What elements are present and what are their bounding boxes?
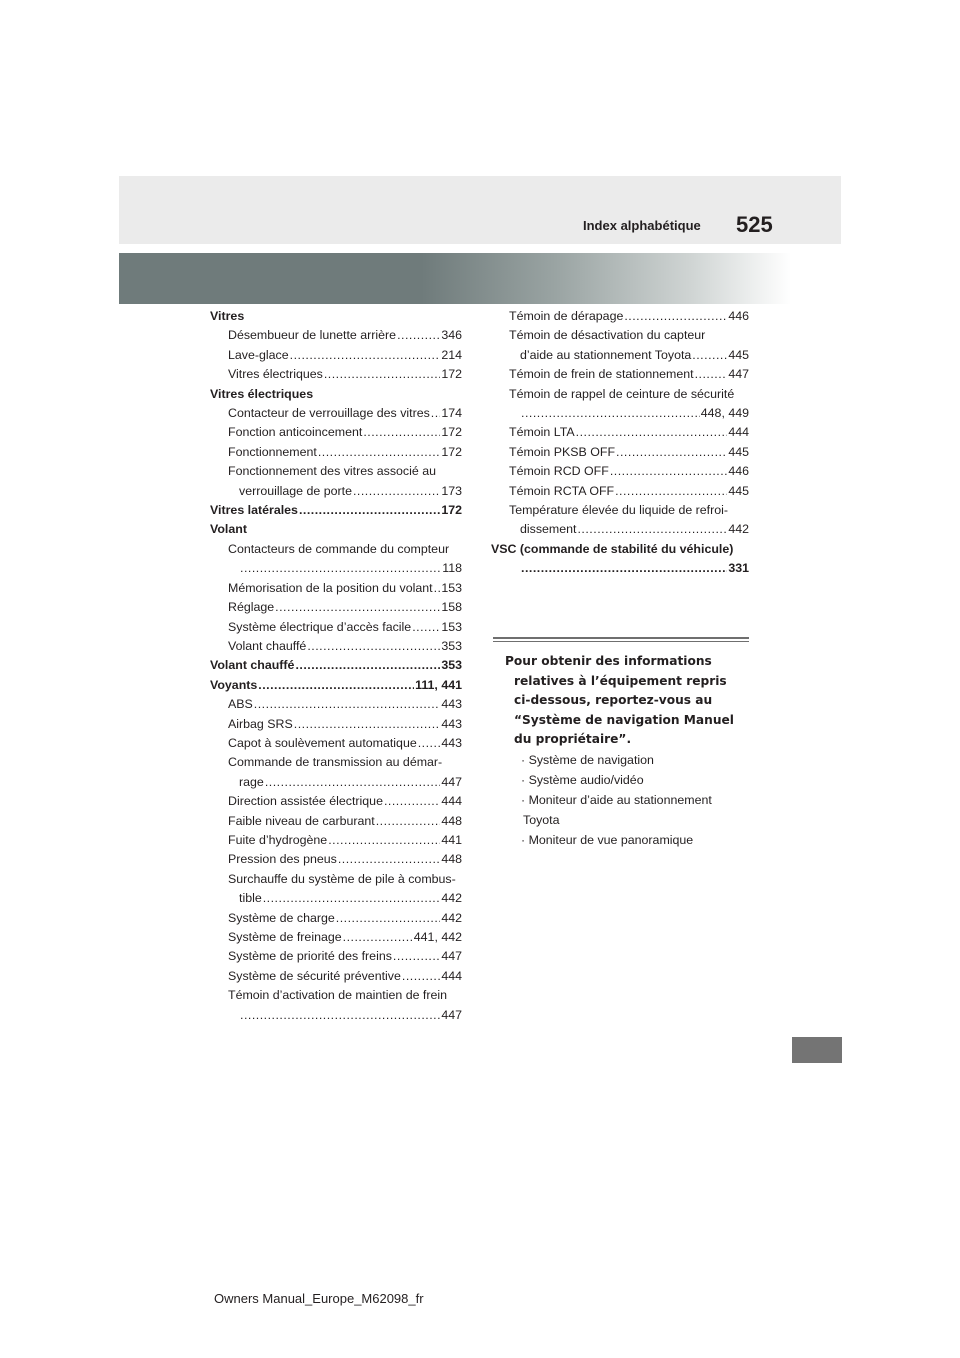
dot-leader	[324, 365, 441, 384]
page-reference: 173	[441, 483, 462, 498]
index-entry	[491, 307, 749, 326]
index-entry	[210, 676, 462, 695]
dot-leader	[299, 501, 440, 520]
dot-leader	[353, 482, 440, 501]
entry-label: Lave-glace	[228, 347, 289, 362]
entry-label: Système de freinage	[228, 930, 342, 944]
footer-text: Owners Manual_Europe_M62098_fr	[214, 1291, 424, 1306]
index-entry	[210, 967, 462, 986]
entry-label: Témoin de frein de stationnement	[509, 367, 694, 382]
index-entry	[210, 889, 462, 908]
page-reference: 158	[441, 600, 462, 615]
note-divider	[493, 637, 749, 639]
entry-label: Vitres électriques	[228, 367, 323, 382]
page-reference: 346	[441, 328, 462, 343]
entry-label: Témoin de dérapage	[509, 309, 624, 323]
note-heading	[505, 652, 750, 750]
index-column-right	[491, 307, 749, 579]
entry-label: Contacteur de verrouillage des vitres	[228, 406, 430, 421]
entry-label: Vitres latérales	[210, 503, 298, 518]
dot-leader	[240, 1006, 440, 1025]
index-entry	[210, 443, 462, 462]
page-reference: 446	[728, 309, 749, 323]
entry-label: Désembueur de lunette arrière	[228, 328, 397, 343]
index-entry	[491, 559, 749, 578]
note-box	[505, 652, 750, 850]
entry-label: Volant chauffé	[210, 658, 295, 673]
note-list-item	[505, 770, 750, 790]
index-entry: Témoin d’activation de maintien de frein	[228, 988, 448, 1003]
index-entry: Commande de transmission au démar-	[228, 755, 443, 770]
index-entry: Température élevée du liquide de refroi-	[509, 503, 729, 518]
page-reference: 172	[441, 444, 462, 459]
page-reference: 444	[441, 968, 462, 983]
entry-label: ABS	[228, 697, 253, 712]
index-entry	[210, 928, 462, 947]
page-reference: 118	[442, 561, 462, 576]
page-reference: 446	[728, 464, 749, 479]
page-reference: 353	[441, 658, 462, 673]
dot-leader	[576, 423, 728, 442]
dot-leader	[521, 559, 727, 578]
index-entry: Contacteurs de commande du compteur	[228, 541, 450, 556]
section-title: Index alphabétique	[583, 218, 701, 233]
dot-leader	[263, 889, 441, 908]
entry-label: verrouillage de porte	[239, 483, 352, 498]
index-entry	[210, 598, 462, 617]
note-list-item	[505, 830, 750, 850]
index-entry	[210, 559, 462, 578]
index-entry	[210, 792, 462, 811]
entry-label: Témoin RCD OFF	[509, 464, 609, 479]
entry-label: Direction assistée électrique	[228, 794, 383, 809]
page-reference: 447	[441, 774, 462, 789]
dot-leader	[343, 928, 413, 947]
dot-leader	[397, 326, 440, 345]
dot-leader	[624, 307, 727, 326]
page-reference: 442	[441, 910, 462, 925]
entry-label: Témoin LTA	[509, 425, 575, 440]
note-list	[505, 750, 750, 850]
index-entry	[210, 618, 462, 637]
page-reference: 448, 449	[700, 406, 749, 421]
dot-leader	[695, 365, 728, 384]
note-heading-line: relatives à l’équipement repris	[514, 673, 727, 688]
page-reference: 172	[441, 425, 462, 440]
index-entry: Volant	[210, 522, 247, 537]
dot-leader	[294, 715, 441, 734]
index-entry	[491, 365, 749, 384]
index-entry	[210, 579, 462, 598]
entry-label: Fuite d’hydrogène	[228, 832, 328, 847]
entry-label: Système de priorité des freins	[228, 949, 392, 964]
dot-leader	[393, 947, 440, 966]
page-reference: 448	[441, 852, 462, 867]
index-entry: Témoin de désactivation du capteur	[509, 328, 706, 343]
entry-label: Réglage	[228, 600, 275, 615]
dot-leader	[336, 909, 441, 928]
index-entry	[210, 404, 462, 423]
dot-leader	[265, 773, 441, 792]
entry-label: tible	[239, 891, 262, 906]
dot-leader	[328, 831, 440, 850]
dot-leader	[615, 482, 727, 501]
dot-leader	[412, 618, 440, 637]
page-reference: 445	[728, 347, 749, 362]
index-entry	[210, 831, 462, 850]
page-reference: 172	[441, 367, 462, 382]
index-entry	[210, 812, 462, 831]
index-entry	[210, 947, 462, 966]
dot-leader	[307, 637, 440, 656]
index-entry	[210, 501, 462, 520]
index-entry: VSC (commande de stabilité du véhicule)	[491, 541, 734, 556]
page-reference: 111, 441	[415, 677, 462, 692]
index-entry	[210, 715, 462, 734]
page-reference: 174	[441, 406, 462, 421]
entry-label: Système de sécurité préventive	[228, 968, 401, 983]
note-item-line: Toyota	[523, 812, 560, 827]
entry-label: Volant chauffé	[228, 638, 307, 653]
dot-leader	[290, 346, 441, 365]
page-reference: 441, 442	[413, 930, 462, 944]
dot-leader	[240, 559, 441, 578]
index-entry	[491, 482, 749, 501]
page-reference: 153	[441, 619, 462, 634]
dot-leader	[431, 404, 441, 423]
note-divider	[493, 641, 749, 642]
page-reference: 443	[441, 716, 462, 731]
index-entry	[210, 656, 462, 675]
dot-leader	[521, 404, 700, 423]
note-heading-line: “Système de navigation Manuel	[514, 712, 734, 727]
page-reference: 447	[441, 1007, 462, 1022]
dot-leader	[295, 656, 440, 675]
dot-leader	[434, 579, 441, 598]
note-item-line: · Moniteur d’aide au stationnement	[521, 792, 712, 807]
dot-leader	[376, 812, 441, 831]
index-column-left	[210, 307, 462, 1025]
dot-leader	[402, 967, 440, 986]
note-item-line: · Système de navigation	[521, 752, 654, 767]
dot-leader	[363, 423, 440, 442]
entry-label: Mémorisation de la position du volant	[228, 580, 433, 595]
index-entry: Surchauffe du système de pile à combus-	[228, 871, 456, 886]
dot-leader	[275, 598, 440, 617]
note-heading-line: du propriétaire”.	[514, 732, 632, 747]
entry-label: rage	[239, 774, 264, 789]
index-entry: Fonctionnement des vitres associé au	[228, 464, 436, 479]
entry-label: Témoin PKSB OFF	[509, 444, 616, 459]
entry-label: Fonctionnement	[228, 444, 317, 459]
index-entry	[210, 423, 462, 442]
entry-label: Capot à soulèvement automatique	[228, 735, 417, 750]
page-number: 525	[736, 212, 773, 237]
dot-leader	[616, 443, 727, 462]
note-list-item	[505, 790, 750, 830]
page-reference: 443	[441, 697, 462, 712]
entry-label: Airbag SRS	[228, 716, 293, 731]
index-entry	[210, 346, 462, 365]
index-entry	[210, 773, 462, 792]
dot-leader	[338, 850, 440, 869]
index-entry	[210, 695, 462, 714]
index-entry: Témoin de rappel de ceinture de sécurité	[509, 386, 735, 401]
index-entry	[491, 404, 749, 423]
header-band	[119, 176, 841, 244]
gradient-band	[119, 253, 791, 304]
page-reference: 448	[441, 813, 462, 828]
entry-label: Voyants	[210, 677, 258, 692]
index-entry	[491, 520, 749, 539]
note-item-line: · Moniteur de vue panoramique	[521, 832, 694, 847]
entry-label: Système de charge	[228, 910, 335, 925]
entry-label: Fonction anticoincement	[228, 425, 363, 440]
page-reference: 447	[728, 367, 749, 382]
note-heading-line: ci-dessous, reportez-vous au	[514, 693, 713, 708]
index-entry	[210, 482, 462, 501]
index-entry: Vitres	[210, 309, 245, 323]
page-reference: 153	[441, 580, 462, 595]
page-reference: 445	[728, 483, 749, 498]
index-entry	[210, 850, 462, 869]
page-reference: 447	[441, 949, 462, 964]
entry-label: Système électrique d’accès facile	[228, 619, 412, 634]
page-reference: 331	[728, 561, 749, 576]
index-entry	[210, 734, 462, 753]
note-list-item	[505, 750, 750, 770]
entry-label: dissement	[520, 522, 577, 537]
dot-leader	[384, 792, 440, 811]
page-reference: 442	[441, 891, 462, 906]
index-entry	[210, 326, 462, 345]
dot-leader	[418, 734, 441, 753]
page-reference: 443	[441, 735, 462, 750]
entry-label: d’aide au stationnement Toyota	[520, 347, 692, 362]
index-entry	[491, 346, 749, 365]
entry-label: Pression des pneus	[228, 852, 337, 867]
page-reference: 214	[441, 347, 462, 362]
page-reference: 172	[441, 503, 462, 518]
page-reference: 444	[728, 425, 749, 440]
dot-leader	[254, 695, 441, 714]
dot-leader	[610, 462, 727, 481]
dot-leader	[692, 346, 727, 365]
entry-label: Témoin RCTA OFF	[509, 483, 615, 498]
note-item-line: · Système audio/vidéo	[521, 772, 644, 787]
entry-label: Faible niveau de carburant	[228, 813, 375, 828]
index-entry	[210, 637, 462, 656]
page-reference: 445	[728, 444, 749, 459]
page-reference: 441	[441, 832, 462, 847]
page-reference: 442	[728, 522, 749, 537]
page-reference: 353	[441, 638, 462, 653]
index-entry	[210, 1006, 462, 1025]
index-entry	[210, 365, 462, 384]
index-entry	[491, 443, 749, 462]
dot-leader	[258, 676, 414, 695]
index-entry	[210, 909, 462, 928]
dot-leader	[318, 443, 440, 462]
side-tab	[792, 1037, 842, 1063]
note-heading-line: Pour obtenir des informations	[505, 654, 712, 668]
page-reference: 444	[441, 794, 462, 809]
index-entry	[491, 423, 749, 442]
index-entry: Vitres électriques	[210, 386, 314, 401]
dot-leader	[577, 520, 727, 539]
index-entry	[491, 462, 749, 481]
